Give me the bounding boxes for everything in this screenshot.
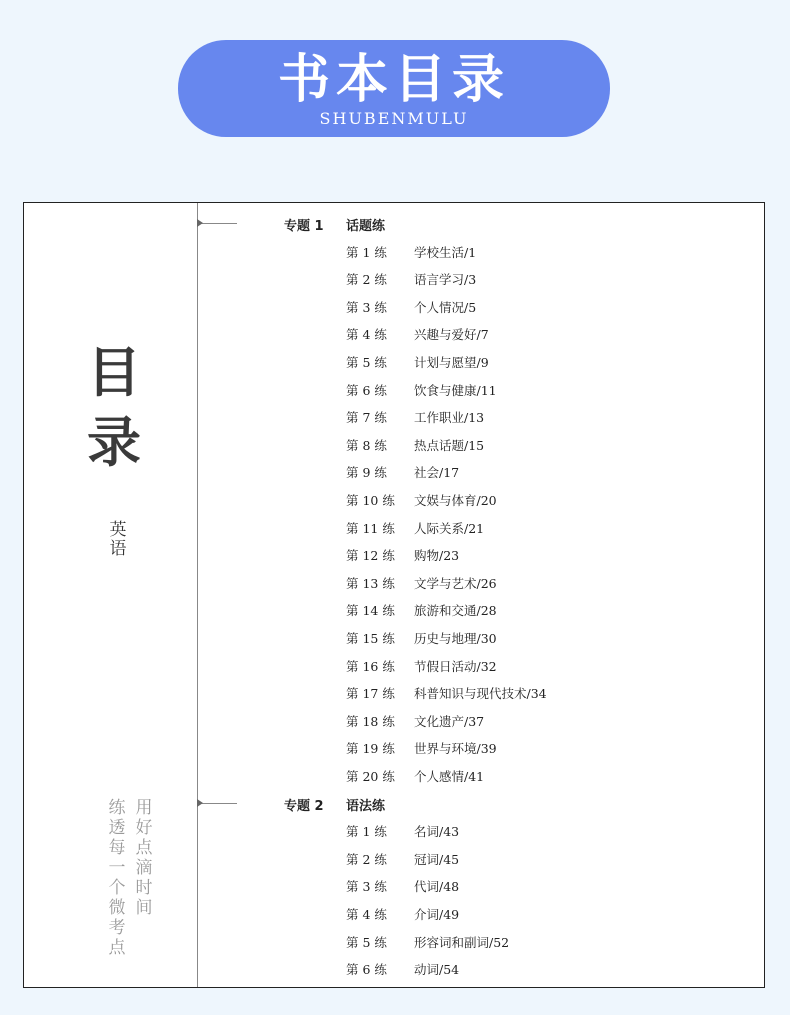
- lesson-number: 第 17 练: [346, 686, 395, 702]
- lesson-title: 文化遗产/37: [414, 713, 485, 729]
- lesson-title: 节假日活动/32: [414, 658, 497, 674]
- lesson-number: 第 7 练: [346, 410, 387, 426]
- slogan-char: 好: [135, 818, 153, 838]
- lesson-number: 第 12 练: [346, 548, 395, 564]
- lesson-number: 第 18 练: [346, 713, 395, 729]
- lesson-title: 世界与环境/39: [414, 741, 497, 757]
- lesson-number: 第 3 练: [346, 879, 387, 895]
- slogan-char: 点: [135, 838, 153, 858]
- lesson-title: 文学与艺术/26: [414, 575, 497, 591]
- lesson-number: 第 1 练: [346, 244, 387, 260]
- lesson-title: 学校生活/1: [414, 244, 477, 260]
- slogan-char: 一: [108, 858, 126, 878]
- topic-name: 语法练: [346, 798, 386, 814]
- lesson-number: 第 6 练: [346, 382, 387, 398]
- lesson-number: 第 8 练: [346, 437, 387, 453]
- toc-heading: [84, 338, 144, 478]
- lesson-number: 第 4 练: [346, 907, 387, 922]
- slogan-char: 点: [108, 938, 126, 958]
- lesson-number: 第 2 练: [346, 851, 387, 867]
- banner-title: 书本目录: [277, 50, 510, 110]
- lesson-number: 第 11 练: [346, 520, 395, 536]
- lesson-number: 第 10 练: [346, 493, 395, 508]
- lesson-number: 第 2 练: [346, 272, 387, 288]
- lesson-title: 旅游和交通/28: [414, 603, 497, 619]
- lesson-number: 第 5 练: [346, 355, 387, 370]
- subject-label: [108, 521, 128, 559]
- slogan-column-left: [107, 798, 127, 958]
- lesson-title: 代词/48: [414, 879, 460, 895]
- topic-label: 专题 1: [284, 219, 324, 234]
- slogan-char: 每: [108, 838, 126, 858]
- lesson-title: 形容词和副词/52: [414, 934, 510, 950]
- slogan-column-right: [134, 798, 154, 918]
- topic-marker: [197, 223, 237, 224]
- lesson-title: 介词/49: [414, 907, 460, 922]
- lesson-title: 文娱与体育/20: [414, 493, 497, 508]
- lesson-number: 第 14 练: [346, 603, 395, 619]
- subject-char: 英: [109, 520, 127, 540]
- slogan-char: 透: [108, 818, 126, 838]
- lesson-title: 购物/23: [414, 548, 460, 564]
- toc-heading-char: 录: [87, 411, 141, 474]
- slogan-char: 微: [108, 898, 126, 918]
- lesson-number: 第 1 练: [346, 824, 387, 840]
- slogan-char: 时: [135, 878, 153, 898]
- lesson-number: 第 4 练: [346, 327, 387, 343]
- topic-label: 专题 2: [284, 798, 324, 814]
- slogan-char: 滴: [135, 858, 153, 878]
- lesson-number: 第 13 练: [346, 575, 395, 591]
- topic-marker: [197, 803, 237, 804]
- lesson-title: 工作职业/13: [414, 410, 485, 426]
- slogan-char: 练: [108, 798, 126, 818]
- lesson-number: 第 9 练: [346, 465, 387, 481]
- subject-char: 语: [109, 539, 127, 559]
- vertical-divider: [197, 203, 198, 987]
- lesson-title: 计划与愿望/9: [414, 355, 489, 370]
- lesson-number: 第 20 练: [346, 769, 395, 784]
- slogan-char: 用: [135, 798, 153, 818]
- slogan-char: 个: [108, 878, 126, 898]
- lesson-number: 第 15 练: [346, 631, 395, 646]
- lesson-title: 语言学习/3: [414, 272, 477, 288]
- lesson-title: 个人感情/41: [414, 769, 485, 784]
- toc-frame: [23, 202, 765, 988]
- toc-heading-char: 目: [87, 341, 141, 404]
- lesson-number: 第 5 练: [346, 934, 387, 950]
- lesson-title: 名词/43: [414, 824, 460, 840]
- lesson-number: 第 6 练: [346, 962, 387, 978]
- header-banner: [178, 40, 610, 137]
- lesson-number: 第 3 练: [346, 299, 387, 315]
- lesson-title: 人际关系/21: [414, 520, 485, 536]
- lesson-title: 冠词/45: [414, 851, 460, 867]
- lesson-title: 热点话题/15: [414, 437, 485, 453]
- lesson-number: 第 16 练: [346, 658, 395, 674]
- lesson-title: 动词/54: [414, 962, 460, 978]
- banner-subtitle: SHUBENMULU: [319, 109, 469, 128]
- lesson-title: 兴趣与爱好/7: [414, 327, 489, 343]
- topic-name: 话题练: [346, 219, 386, 234]
- lesson-title: 历史与地理/30: [414, 631, 497, 646]
- slogan-char: 考: [108, 918, 126, 938]
- lesson-title: 科普知识与现代技术/34: [414, 686, 547, 702]
- slogan-char: 间: [135, 898, 153, 918]
- lesson-title: 个人情况/5: [414, 299, 477, 315]
- lesson-title: 饮食与健康/11: [414, 382, 497, 398]
- lesson-title: 社会/17: [414, 465, 460, 481]
- lesson-number: 第 19 练: [346, 741, 395, 757]
